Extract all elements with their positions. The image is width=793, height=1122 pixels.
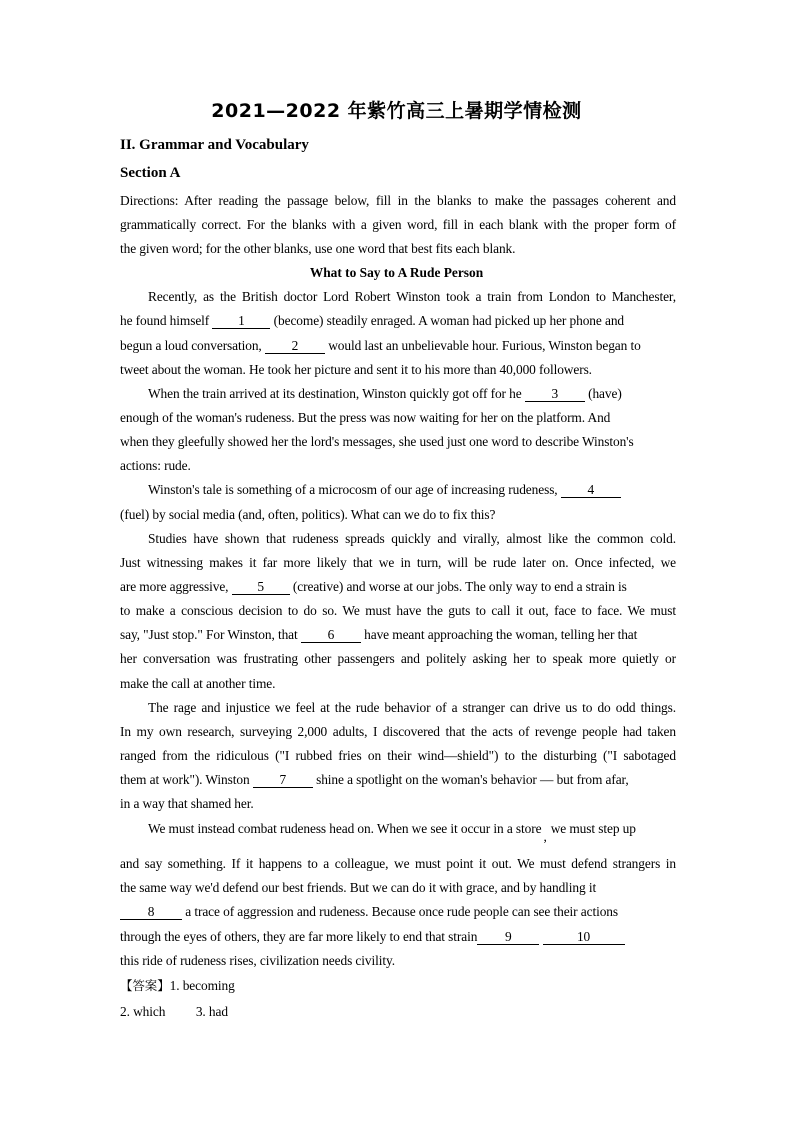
text-run: are more aggressive, [120,579,229,594]
paragraph-line: make the call at another time. [120,676,276,691]
paragraph-line [120,820,676,844]
text-run: We must instead combat rudeness head on. When we see it occur in a store [148,821,542,836]
text-run: shine a spotlight on the woman's behavior — but from afar, [316,772,629,787]
paragraph-line: ranged from the ridiculous ("I rubbed fries on their wind—shield") to the disturbing ("I sabotaged [120,748,676,763]
section-heading: II. Grammar and Vocabulary [120,137,309,153]
paragraph-line: the same way we'd defend our best friends. But we can do it with grace, and by handling it [120,880,597,895]
paragraph-line: The rage and injustice we feel at the rude behavior of a stranger can drive us to do odd things. [148,700,676,715]
answer-item: 1. becoming [169,978,235,993]
directions-line: the given word; for the other blanks, use one word that best fits each blank. [120,241,516,256]
text-run: (have) [588,386,622,401]
paragraph-line: in a way that shamed her. [120,796,254,811]
paragraph-line [120,626,676,644]
blank-1[interactable]: 1 [212,314,270,329]
paragraph-line: her conversation was frustrating other passengers and politely asking her to speak more quietly or [120,651,676,666]
paragraph-line: enough of the woman's rudeness. But the press was now waiting for her on the platform. And [120,410,611,425]
paragraph-line: when they gleefully showed her the lord's messages, she used just one word to describe Winston's [120,434,634,449]
answer-line [120,977,676,995]
text-run: have meant approaching the woman, telling her that [364,627,638,642]
paragraph-line: and say something. If it happens to a colleague, we must point it out. We must defend strangers in [120,856,676,871]
blank-6[interactable]: 6 [301,628,361,643]
answer-label: 【答案】 [120,978,170,993]
passage-title: What to Say to A Rude Person [309,265,484,280]
text-run: would last an unbelievable hour. Furious, Winston began to [328,338,641,353]
paragraph-line [120,312,676,330]
text-run: When the train arrived at its destination, Winston quickly got off for he [148,386,522,401]
text-run: through the eyes of others, they are far more likely to end that strain [120,929,478,944]
blank-7[interactable]: 7 [253,773,313,788]
paragraph-line [120,578,676,596]
answer-item: 2. which [120,1004,166,1019]
text-run: say, "Just stop." For Winston, that [120,627,298,642]
blank-3[interactable]: 3 [525,387,585,402]
paragraph-line [120,481,676,499]
paragraph-line: this ride of rudeness rises, civilization needs civility. [120,953,395,968]
text-run: begun a loud conversation, [120,338,262,353]
text-run: we must step up [550,821,636,836]
paragraph-line: Just witnessing makes it far more likely that we in turn, will be rude later on. Once infected, we [120,555,676,570]
paragraph-line [120,385,676,403]
paragraph-line: tweet about the woman. He took her picture and sent it to his more than 40,000 followers. [120,362,592,377]
exam-title: 2021—2022 年紫竹高三上暑期学情检测 [211,100,582,122]
blank-4[interactable]: 4 [561,483,621,498]
paragraph-line [120,903,676,921]
paragraph-line: to make a conscious decision to do so. We must have the guts to call it out, face to face. We must [120,603,676,618]
answer-item: 3. had [195,1004,228,1019]
paragraph-line [120,771,676,789]
blank-9[interactable]: 9 [477,930,539,945]
directions-line: grammatically correct. For the blanks with a given word, fill in each blank with the proper form of [120,217,676,232]
directions-line: Directions: After reading the passage below, fill in the blanks to make the passages coherent and [120,193,676,208]
subsection-heading: Section A [120,165,181,181]
blank-10[interactable]: 10 [543,930,625,945]
text-run: (become) steadily enraged. A woman had picked up her phone and [273,313,625,328]
paragraph-line: (fuel) by social media (and, often, politics). What can we do to fix this? [120,507,496,522]
paragraph-line: Recently, as the British doctor Lord Robert Winston took a train from London to Manchester, [148,289,676,304]
text-run: a trace of aggression and rudeness. Because once rude people can see their actions [185,904,619,919]
answer-line [120,1003,676,1021]
text-run: them at work"). Winston [120,772,250,787]
blank-5[interactable]: 5 [232,580,290,595]
text-run: (creative) and worse at our jobs. The only way to end a strain is [292,579,627,594]
paragraph-line: actions: rude. [120,458,191,473]
text-run: Winston's tale is something of a microcosm of our age of increasing rudeness, [148,482,558,497]
paragraph-line [120,928,676,946]
text-run: he found himself [120,313,210,328]
blank-8[interactable]: 8 [120,905,182,920]
blank-2[interactable]: 2 [265,339,325,354]
paragraph-line: In my own research, surveying 2,000 adults, I discovered that the acts of revenge people had taken [120,724,676,739]
comma-mark: , [543,829,547,844]
paragraph-line: Studies have shown that rudeness spreads quickly and virally, almost like the common cold. [148,531,676,546]
paragraph-line [120,337,676,355]
